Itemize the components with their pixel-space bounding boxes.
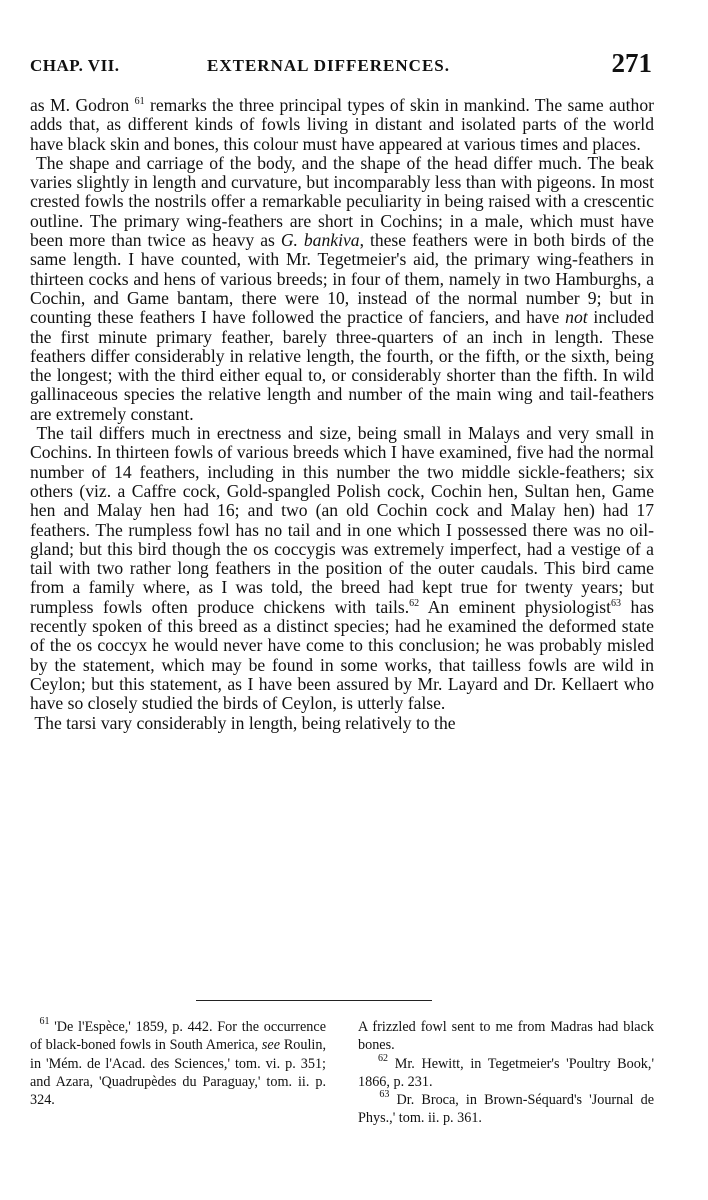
- footnote-marker: 62: [378, 1052, 389, 1064]
- running-title: EXTERNAL DIFFERENCES.: [207, 56, 450, 75]
- footnote-divider: [196, 1000, 432, 1001]
- footnote-ref-62: 62: [409, 597, 420, 609]
- text-run: remarks the three principal types of skin in mankind. The same author adds that, as different kinds of fowls living in distant and isolated parts of the world have black skin and bones, this colour must have appeared at various times and places.: [30, 95, 655, 154]
- emphasis: not: [565, 307, 588, 328]
- text-run: The tail differs much in erectness and size, being small in Malays and very small in Cochins. In thirteen fowls of various breeds which I have examined, five had the normal number of 14 feathers, including in this number the two middle sickle-feathers; six others (viz. a Caffre cock, Gold-spangled Polish cock, Cochin hen, Sultan hen, Game hen and Malay hen had 16; and two (an old Cochin cock and Malay hen) had 17 feathers. The rumpless fowl has no tail and in one which I possessed there was no oil-gland; but this bird though the os coccygis was extremely imperfect, had a vestige of a tail with two rather long feathers in the position of the outer caudals. This bird came from a family where, as I was told, the breed had kept true for twenty years; but rumpless fowls often produce chickens with tails.: [30, 423, 655, 617]
- paragraph-2: [30, 154, 654, 424]
- footnote-column-left: [30, 1018, 326, 1128]
- footnote-63: [358, 1091, 654, 1128]
- emphasis: see: [261, 1037, 281, 1054]
- footnote-marker: 63: [379, 1089, 390, 1101]
- text-run: Dr. Broca, in Brown-Séquard's 'Journal de Phys.,' tom. ii. p. 361.: [358, 1092, 654, 1127]
- running-header: [30, 48, 654, 82]
- page: [30, 48, 655, 733]
- text-run: included the first minute primary feather, barely three-quarters of an inch in length. These feathers differ considerably in relative length, the fourth, or the fifth, or the sixth, being the longest; with the third either equal to, or considerably shorter than the fifth. In wild gallinaceous species the relative length and number of the main wing and tail-feathers are extremely constant.: [30, 307, 655, 424]
- text-run: An eminent physiologist: [419, 596, 611, 617]
- paragraph-1: [30, 96, 654, 154]
- footnotes: [30, 1018, 654, 1128]
- text-run: Roulin, in 'Mém. de l'Acad. des Sciences,' tom. vi. p. 351; and Azara, 'Quadrupèdes du Paraguay,' tom. ii. p. 324.: [30, 1037, 326, 1109]
- footnote-ref-63: 63: [611, 597, 621, 609]
- footnote-ref-61: 61: [134, 96, 145, 107]
- chapter-label: CHAP. VII.: [30, 56, 120, 75]
- main-text: [30, 96, 654, 733]
- footnote-61-continued: A frizzled fowl sent to me from Madras had black bones.: [358, 1019, 654, 1054]
- text-run: as M. Godron: [30, 95, 130, 115]
- text-run: has recently spoken of this breed as a distinct species; had he examined the deformed state of the os coccyx he would never have come to this conclusion; he was probably misled by the statement, which may be found in some works, that tailless fowls are wild in Ceylon; but this statement, as I have been assured by Mr. Layard and Dr. Kellaert who have so closely studied the birds of Ceylon, is utterly false.: [30, 596, 654, 714]
- page-number: 271: [611, 48, 652, 78]
- footnote-61: [30, 1018, 326, 1109]
- species-name: G. bankiva: [280, 230, 360, 251]
- footnote-62: [358, 1052, 654, 1092]
- paragraph-4: [30, 714, 654, 733]
- text-run: , these feathers were in both birds of the same length. I have counted, with Mr. Tegetmeier's aid, the primary wing-feathers in thirteen cocks and hens of various breeds; in four of them, namely in two Hamburghs, a Cochin, and Game bantam, there were 10, instead of the normal number 9; but in counting these feathers I have followed the practice of fanciers, and have: [30, 230, 654, 328]
- text-run: The tarsi vary considerably in length, being relatively to the: [34, 712, 456, 733]
- text-run: Mr. Hewitt, in Tegetmeier's 'Poultry Book,' 1866, p. 231.: [358, 1055, 654, 1090]
- footnote-column-right: [358, 1018, 654, 1128]
- text-run: 'De l'Espèce,' 1859, p. 442. For the occurrence of black-boned fowls in South America,: [30, 1019, 326, 1054]
- text-run: The shape and carriage of the body, and the shape of the head differ much. The beak varies slightly in length and curvature, but incomparably less than with pigeons. In most crested fowls the nostrils offer a remarkable peculiarity in being raised with a crescentic outline. The primary wing-feathers are short in Cochins; in a male, which must have been more than twice as heavy as: [30, 152, 654, 251]
- footnote-marker: 61: [39, 1016, 50, 1027]
- paragraph-3: [30, 424, 654, 713]
